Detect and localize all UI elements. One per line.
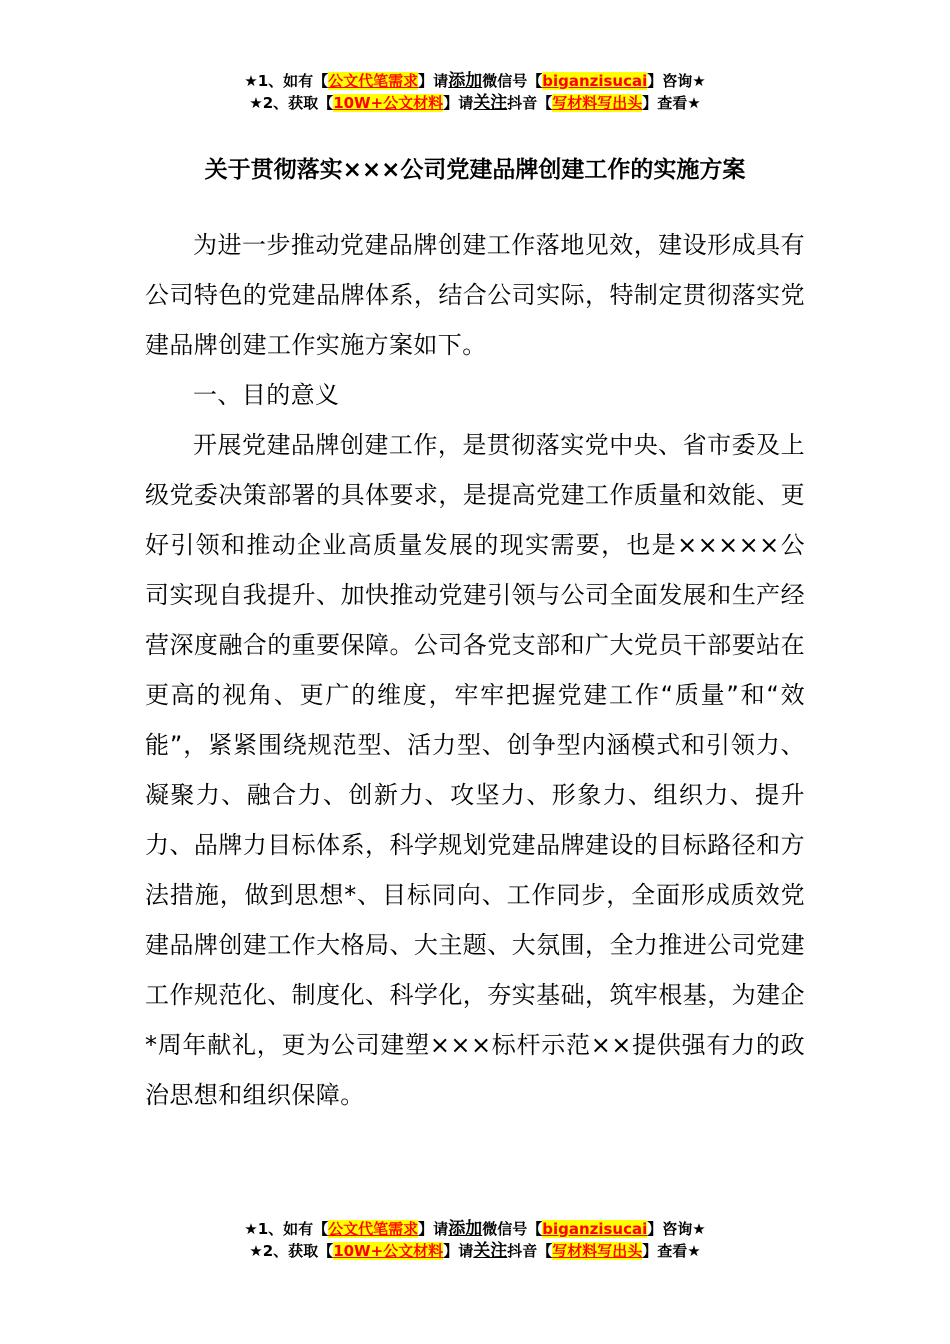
promo-highlight-service: 公文代笔需求 bbox=[328, 1220, 419, 1238]
promo-line-1 bbox=[0, 70, 950, 92]
promo-text: ★1、如有【 bbox=[244, 72, 329, 90]
promo-highlight-materials: 10W+公文材料 bbox=[333, 94, 444, 112]
promo-text: ★2、获取【 bbox=[249, 94, 334, 112]
promo-text: 】咨询★ bbox=[647, 1220, 706, 1238]
body-paragraph: 开展党建品牌创建工作，是贯彻落实党中央、省市委及上级党委决策部署的具体要求，是提高党建工作质量和效能、更好引领和推动企业高质量发展的现实需要，也是×××××公司实现自我提升、加快推动党建引领与公司全面发展和生产经营深度融合的重要保障。公司各党支部和广大党员干部要站在更高的视角、更广的维度，牢牢把握党建工作“质量”和“效能”，紧紧围绕规范型、活力型、创争型内涵模式和引领力、凝聚力、融合力、创新力、攻坚力、形象力、组织力、提升力、品牌力目标体系，科学规划党建品牌建设的目标路径和方法措施，做到思想*、目标同向、工作同步，全面形成质效党建品牌创建工作大格局、大主题、大氛围，全力推进公司党建工作规范化、制度化、科学化，夯实基础，筑牢根基，为建企*周年献礼，更为公司建塑×××标杆示范××提供强有力的政治思想和组织保障。 bbox=[145, 431, 805, 1109]
promo-underlined-text: 添加 bbox=[448, 71, 483, 91]
promo-text: 】请 bbox=[443, 1242, 474, 1260]
document-body bbox=[145, 220, 805, 1120]
promo-text: 微信号【 bbox=[482, 1220, 543, 1238]
promo-text: 】请 bbox=[418, 72, 449, 90]
promo-highlight-materials: 10W+公文材料 bbox=[333, 1242, 444, 1260]
promo-text: 抖音【 bbox=[507, 94, 553, 112]
promo-underlined-text: 关注 bbox=[473, 1241, 508, 1261]
promo-text: 微信号【 bbox=[482, 72, 543, 90]
promo-highlight-douyin-account: 写材料写出头 bbox=[552, 1242, 643, 1260]
promo-highlight-douyin-account: 写材料写出头 bbox=[552, 94, 643, 112]
promo-text: 】查看★ bbox=[642, 1242, 701, 1260]
promo-banner-top bbox=[0, 70, 950, 114]
promo-highlight-wechat-id: biganzisucai bbox=[542, 1220, 648, 1238]
promo-highlight-service: 公文代笔需求 bbox=[328, 72, 419, 90]
section-heading: 一、目的意义 bbox=[193, 381, 340, 409]
promo-underlined-text: 关注 bbox=[473, 93, 508, 113]
promo-text: 】咨询★ bbox=[647, 72, 706, 90]
promo-line-2 bbox=[0, 1240, 950, 1262]
document-title: 关于贯彻落实×××公司党建品牌创建工作的实施方案 bbox=[204, 157, 746, 183]
promo-text: 抖音【 bbox=[507, 1242, 553, 1260]
promo-text: 】请 bbox=[418, 1220, 449, 1238]
promo-highlight-wechat-id: biganzisucai bbox=[542, 72, 648, 90]
promo-text: ★2、获取【 bbox=[249, 1242, 334, 1260]
promo-line-2 bbox=[0, 92, 950, 114]
intro-paragraph: 为进一步推动党建品牌创建工作落地见效，建设形成具有公司特色的党建品牌体系，结合公司实际，特制定贯彻落实党建品牌创建工作实施方案如下。 bbox=[145, 231, 805, 359]
promo-banner-bottom bbox=[0, 1218, 950, 1262]
promo-line-1 bbox=[0, 1218, 950, 1240]
promo-text: 】请 bbox=[443, 94, 474, 112]
promo-text: ★1、如有【 bbox=[244, 1220, 329, 1238]
promo-underlined-text: 添加 bbox=[448, 1219, 483, 1239]
promo-text: 】查看★ bbox=[642, 94, 701, 112]
